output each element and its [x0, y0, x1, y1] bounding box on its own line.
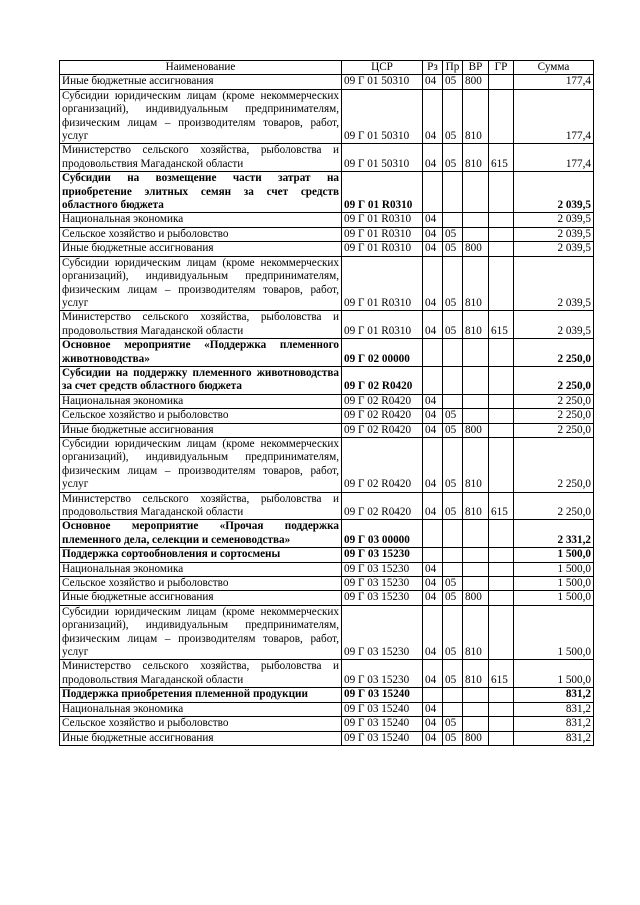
cell-gr — [489, 256, 514, 311]
table-row — [60, 144, 594, 172]
cell-sum: 177,4 — [514, 144, 594, 172]
cell-csr: 09 Г 03 15230 — [342, 591, 423, 605]
cell-name: Национальная экономика — [60, 702, 342, 716]
table-header-row — [60, 61, 594, 75]
cell-sum: 2 331,2 — [514, 520, 594, 548]
cell-vr — [463, 717, 489, 731]
cell-pr — [443, 172, 463, 213]
cell-vr: 800 — [463, 731, 489, 745]
document-page — [59, 60, 593, 746]
cell-vr: 810 — [463, 605, 489, 660]
cell-pr — [443, 366, 463, 394]
cell-rz: 04 — [423, 702, 443, 716]
cell-name: Национальная экономика — [60, 562, 342, 576]
cell-name: Иные бюджетные ассигнования — [60, 75, 342, 89]
cell-gr — [489, 409, 514, 423]
header-sum: Сумма — [514, 61, 594, 75]
cell-vr — [463, 520, 489, 548]
cell-sum: 1 500,0 — [514, 562, 594, 576]
cell-name: Субсидии юридическим лицам (кроме некоммерческих организаций), индивидуальным предпринимателям, физическим лицам – производителям товаров, работ, услуг — [60, 89, 342, 144]
cell-pr — [443, 688, 463, 702]
cell-name: Сельское хозяйство и рыболовство — [60, 577, 342, 591]
table-row — [60, 577, 594, 591]
cell-sum: 831,2 — [514, 717, 594, 731]
table-row — [60, 172, 594, 213]
cell-sum: 177,4 — [514, 89, 594, 144]
cell-vr — [463, 548, 489, 562]
cell-pr: 05 — [443, 605, 463, 660]
cell-csr: 09 Г 03 15230 — [342, 605, 423, 660]
cell-vr — [463, 227, 489, 241]
cell-name: Поддержка сортообновления и сортосмены — [60, 548, 342, 562]
cell-name: Иные бюджетные ассигнования — [60, 242, 342, 256]
cell-vr: 810 — [463, 492, 489, 520]
cell-vr: 800 — [463, 242, 489, 256]
cell-csr: 09 Г 02 R0420 — [342, 492, 423, 520]
header-csr: ЦСР — [342, 61, 423, 75]
header-rz: Рз — [423, 61, 443, 75]
cell-pr: 05 — [443, 409, 463, 423]
cell-pr: 05 — [443, 75, 463, 89]
cell-sum: 1 500,0 — [514, 591, 594, 605]
cell-name: Иные бюджетные ассигнования — [60, 591, 342, 605]
cell-name: Субсидии юридическим лицам (кроме некоммерческих организаций), индивидуальным предпринимателям, физическим лицам – производителям товаров, работ, услуг — [60, 256, 342, 311]
cell-name: Основное мероприятие «Прочая поддержка племенного дела, селекции и семеноводства» — [60, 520, 342, 548]
table-row — [60, 605, 594, 660]
cell-gr: 615 — [489, 144, 514, 172]
cell-pr — [443, 562, 463, 576]
cell-pr: 05 — [443, 89, 463, 144]
cell-rz — [423, 339, 443, 367]
table-body — [60, 75, 594, 746]
header-vr: ВР — [463, 61, 489, 75]
cell-name: Национальная экономика — [60, 213, 342, 227]
cell-vr — [463, 688, 489, 702]
cell-vr — [463, 339, 489, 367]
table-row — [60, 311, 594, 339]
cell-name: Сельское хозяйство и рыболовство — [60, 717, 342, 731]
budget-table — [59, 60, 594, 746]
cell-pr: 05 — [443, 437, 463, 492]
cell-gr: 615 — [489, 311, 514, 339]
cell-csr: 09 Г 03 15240 — [342, 731, 423, 745]
table-row — [60, 227, 594, 241]
cell-rz: 04 — [423, 492, 443, 520]
cell-gr — [489, 688, 514, 702]
cell-gr — [489, 89, 514, 144]
cell-rz: 04 — [423, 242, 443, 256]
cell-csr: 09 Г 01 50310 — [342, 144, 423, 172]
cell-rz — [423, 172, 443, 213]
cell-pr — [443, 548, 463, 562]
cell-csr: 09 Г 03 15230 — [342, 548, 423, 562]
cell-gr: 615 — [489, 492, 514, 520]
cell-sum: 2 250,0 — [514, 492, 594, 520]
cell-sum: 1 500,0 — [514, 577, 594, 591]
cell-csr: 09 Г 03 15230 — [342, 562, 423, 576]
cell-vr — [463, 562, 489, 576]
cell-vr: 810 — [463, 144, 489, 172]
cell-csr: 09 Г 03 15240 — [342, 702, 423, 716]
cell-pr — [443, 702, 463, 716]
cell-gr — [489, 702, 514, 716]
cell-name: Субсидии юридическим лицам (кроме некоммерческих организаций), индивидуальным предпринимателям, физическим лицам – производителям товаров, работ, услуг — [60, 605, 342, 660]
cell-name: Субсидии на поддержку племенного животноводства за счет средств областного бюджета — [60, 366, 342, 394]
cell-rz: 04 — [423, 717, 443, 731]
cell-csr: 09 Г 03 15240 — [342, 688, 423, 702]
cell-gr — [489, 717, 514, 731]
cell-name: Иные бюджетные ассигнования — [60, 423, 342, 437]
table-row — [60, 89, 594, 144]
table-row — [60, 256, 594, 311]
cell-rz: 04 — [423, 256, 443, 311]
header-name: Наименование — [60, 61, 342, 75]
cell-rz: 04 — [423, 591, 443, 605]
cell-sum: 831,2 — [514, 731, 594, 745]
cell-vr: 810 — [463, 89, 489, 144]
table-row — [60, 213, 594, 227]
cell-gr — [489, 423, 514, 437]
cell-vr: 810 — [463, 256, 489, 311]
cell-pr: 05 — [443, 492, 463, 520]
cell-csr: 09 Г 01 50310 — [342, 89, 423, 144]
cell-vr: 810 — [463, 311, 489, 339]
cell-gr — [489, 562, 514, 576]
table-row — [60, 591, 594, 605]
cell-gr — [489, 242, 514, 256]
cell-name: Субсидии юридическим лицам (кроме некоммерческих организаций), индивидуальным предпринимателям, физическим лицам – производителям товаров, работ, услуг — [60, 437, 342, 492]
table-row — [60, 339, 594, 367]
table-row — [60, 492, 594, 520]
cell-sum: 831,2 — [514, 702, 594, 716]
table-row — [60, 366, 594, 394]
cell-gr — [489, 394, 514, 408]
table-row — [60, 394, 594, 408]
cell-vr — [463, 409, 489, 423]
cell-pr — [443, 213, 463, 227]
cell-vr: 800 — [463, 591, 489, 605]
cell-vr — [463, 577, 489, 591]
cell-gr — [489, 213, 514, 227]
table-row — [60, 731, 594, 745]
cell-sum: 2 039,5 — [514, 213, 594, 227]
cell-name: Министерство сельского хозяйства, рыболовства и продовольствия Магаданской области — [60, 492, 342, 520]
cell-csr: 09 Г 02 R0420 — [342, 423, 423, 437]
cell-rz: 04 — [423, 660, 443, 688]
cell-rz: 04 — [423, 562, 443, 576]
cell-sum: 2 250,0 — [514, 409, 594, 423]
cell-sum: 2 250,0 — [514, 339, 594, 367]
cell-pr — [443, 394, 463, 408]
cell-csr: 09 Г 01 R0310 — [342, 311, 423, 339]
cell-vr: 800 — [463, 423, 489, 437]
cell-sum: 1 500,0 — [514, 660, 594, 688]
cell-csr: 09 Г 01 R0310 — [342, 213, 423, 227]
cell-name: Министерство сельского хозяйства, рыболовства и продовольствия Магаданской области — [60, 311, 342, 339]
cell-rz: 04 — [423, 409, 443, 423]
table-row — [60, 548, 594, 562]
cell-name: Министерство сельского хозяйства, рыболовства и продовольствия Магаданской области — [60, 660, 342, 688]
table-row — [60, 423, 594, 437]
cell-rz: 04 — [423, 423, 443, 437]
cell-gr — [489, 731, 514, 745]
table-row — [60, 75, 594, 89]
cell-gr — [489, 227, 514, 241]
cell-pr: 05 — [443, 242, 463, 256]
cell-gr — [489, 366, 514, 394]
header-pr: Пр — [443, 61, 463, 75]
cell-sum: 2 039,5 — [514, 256, 594, 311]
cell-csr: 09 Г 01 50310 — [342, 75, 423, 89]
cell-csr: 09 Г 02 R0420 — [342, 409, 423, 423]
cell-sum: 2 039,5 — [514, 172, 594, 213]
table-row — [60, 437, 594, 492]
cell-csr: 09 Г 02 R0420 — [342, 437, 423, 492]
cell-csr: 09 Г 02 R0420 — [342, 394, 423, 408]
cell-pr: 05 — [443, 423, 463, 437]
cell-pr: 05 — [443, 256, 463, 311]
cell-name: Основное мероприятие «Поддержка племенного животноводства» — [60, 339, 342, 367]
cell-gr — [489, 548, 514, 562]
table-row — [60, 702, 594, 716]
table-row — [60, 242, 594, 256]
cell-csr: 09 Г 02 00000 — [342, 339, 423, 367]
cell-rz — [423, 520, 443, 548]
cell-gr — [489, 605, 514, 660]
table-row — [60, 562, 594, 576]
cell-gr: 615 — [489, 660, 514, 688]
cell-pr: 05 — [443, 311, 463, 339]
cell-csr: 09 Г 01 R0310 — [342, 227, 423, 241]
cell-name: Сельское хозяйство и рыболовство — [60, 227, 342, 241]
header-gr: ГР — [489, 61, 514, 75]
cell-gr — [489, 520, 514, 548]
cell-rz: 04 — [423, 144, 443, 172]
table-row — [60, 717, 594, 731]
cell-sum: 177,4 — [514, 75, 594, 89]
cell-pr: 05 — [443, 660, 463, 688]
cell-sum: 2 039,5 — [514, 311, 594, 339]
cell-sum: 2 250,0 — [514, 423, 594, 437]
cell-pr: 05 — [443, 717, 463, 731]
cell-csr: 09 Г 03 15240 — [342, 717, 423, 731]
cell-csr: 09 Г 03 00000 — [342, 520, 423, 548]
cell-pr — [443, 339, 463, 367]
cell-sum: 1 500,0 — [514, 548, 594, 562]
cell-rz — [423, 688, 443, 702]
cell-gr — [489, 577, 514, 591]
cell-csr: 09 Г 02 R0420 — [342, 366, 423, 394]
table-row — [60, 688, 594, 702]
cell-pr: 05 — [443, 577, 463, 591]
cell-sum: 1 500,0 — [514, 605, 594, 660]
cell-vr — [463, 213, 489, 227]
cell-name: Субсидии на возмещение части затрат на приобретение элитных семян за счет средств областного бюджета — [60, 172, 342, 213]
cell-rz: 04 — [423, 227, 443, 241]
cell-sum: 2 250,0 — [514, 394, 594, 408]
cell-gr — [489, 172, 514, 213]
cell-csr: 09 Г 01 R0310 — [342, 172, 423, 213]
cell-pr: 05 — [443, 591, 463, 605]
cell-rz: 04 — [423, 311, 443, 339]
cell-vr: 800 — [463, 75, 489, 89]
cell-rz: 04 — [423, 731, 443, 745]
cell-rz: 04 — [423, 394, 443, 408]
cell-rz — [423, 548, 443, 562]
cell-rz — [423, 366, 443, 394]
cell-vr — [463, 172, 489, 213]
cell-csr: 09 Г 03 15230 — [342, 577, 423, 591]
cell-name: Национальная экономика — [60, 394, 342, 408]
cell-name: Иные бюджетные ассигнования — [60, 731, 342, 745]
cell-csr: 09 Г 01 R0310 — [342, 256, 423, 311]
table-row — [60, 660, 594, 688]
cell-csr: 09 Г 01 R0310 — [342, 242, 423, 256]
cell-rz: 04 — [423, 577, 443, 591]
cell-pr: 05 — [443, 144, 463, 172]
cell-vr — [463, 702, 489, 716]
cell-rz: 04 — [423, 89, 443, 144]
cell-sum: 2 039,5 — [514, 227, 594, 241]
cell-sum: 2 250,0 — [514, 437, 594, 492]
cell-name: Поддержка приобретения племенной продукции — [60, 688, 342, 702]
cell-rz: 04 — [423, 437, 443, 492]
cell-pr: 05 — [443, 227, 463, 241]
cell-rz: 04 — [423, 75, 443, 89]
cell-pr — [443, 520, 463, 548]
cell-vr: 810 — [463, 660, 489, 688]
cell-vr — [463, 394, 489, 408]
cell-sum: 2 250,0 — [514, 366, 594, 394]
cell-vr — [463, 366, 489, 394]
cell-csr: 09 Г 03 15230 — [342, 660, 423, 688]
cell-name: Министерство сельского хозяйства, рыболовства и продовольствия Магаданской области — [60, 144, 342, 172]
cell-name: Сельское хозяйство и рыболовство — [60, 409, 342, 423]
cell-gr — [489, 437, 514, 492]
cell-gr — [489, 339, 514, 367]
cell-sum: 2 039,5 — [514, 242, 594, 256]
cell-gr — [489, 75, 514, 89]
cell-rz: 04 — [423, 213, 443, 227]
cell-vr: 810 — [463, 437, 489, 492]
table-row — [60, 520, 594, 548]
cell-gr — [489, 591, 514, 605]
cell-rz: 04 — [423, 605, 443, 660]
cell-sum: 831,2 — [514, 688, 594, 702]
table-row — [60, 409, 594, 423]
cell-pr: 05 — [443, 731, 463, 745]
